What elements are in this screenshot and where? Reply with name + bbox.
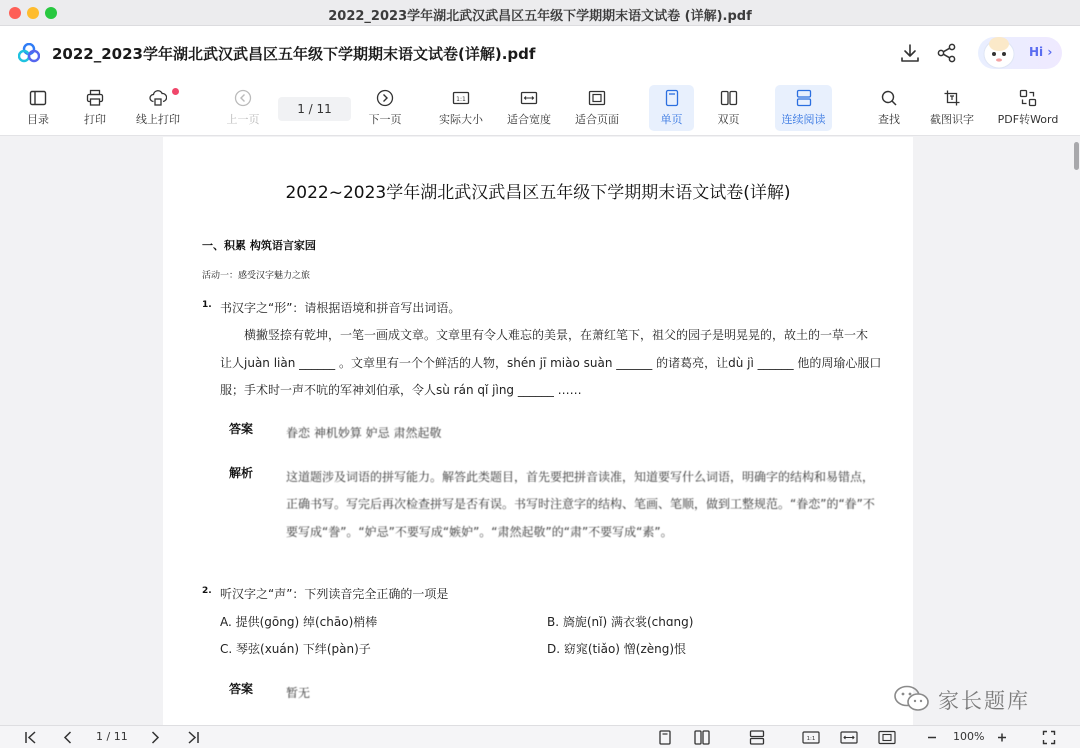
double-page-icon — [720, 89, 738, 107]
q2-prompt: 听汉字之“声”：下列读音完全正确的一项是 — [220, 587, 449, 601]
assistant-avatar-icon — [978, 32, 1020, 72]
app-header — [0, 26, 1080, 80]
download-icon[interactable] — [898, 41, 922, 65]
fit-page-label: 适合页面 — [575, 113, 619, 126]
find-label: 查找 — [878, 113, 900, 126]
single-page-view-icon[interactable] — [658, 730, 672, 745]
q1-analysis-label: 解析 — [229, 466, 254, 480]
fit-width-button[interactable] — [503, 85, 555, 131]
q1-answer: 眷恋 神机妙算 妒忌 肃然起敬 — [286, 426, 442, 440]
toc-button[interactable] — [15, 85, 61, 131]
notification-dot — [172, 88, 179, 95]
zoom-out-icon[interactable] — [926, 730, 938, 745]
crop-text-icon — [943, 89, 961, 107]
assistant-button[interactable] — [978, 37, 1062, 69]
find-button[interactable] — [866, 85, 912, 131]
single-page-button[interactable] — [649, 85, 694, 131]
svg-text:1:1: 1:1 — [456, 96, 466, 103]
q1-passage-line2: 让人juàn liàn ______ 。文章里有一个个鲜活的人物，shén jī miào suàn ______ 的诸葛亮，让dù jì ______ 他的周瑜心服口 — [220, 356, 882, 370]
fit-page-view-icon[interactable] — [878, 730, 896, 745]
actual-size-label: 实际大小 — [439, 113, 483, 126]
q2-number: 2. — [202, 586, 212, 596]
prev-page-button[interactable] — [220, 85, 266, 131]
single-page-icon — [663, 89, 681, 107]
toc-label: 目录 — [27, 113, 49, 126]
status-bar — [0, 725, 1080, 748]
q2-option-b: B. 旖旎(nǐ) 满衣裳(chɑng) — [547, 615, 694, 629]
q2-option-a: A. 提供(gōng) 绰(chāo)梢棒 — [220, 615, 378, 629]
search-icon — [880, 89, 898, 107]
printer-icon — [86, 89, 104, 107]
q1-analysis-line1: 这道题涉及词语的拼写能力。解答此类题目，首先要把拼音读准，知道要写什么词语，明确字的结构和易错点， — [286, 470, 875, 484]
pdf-page-title: 2022~2023学年湖北武汉武昌区五年级下学期期末语文试卷(详解) — [285, 183, 791, 203]
actual-size-view-icon[interactable] — [802, 730, 820, 745]
actual-size-button[interactable] — [434, 85, 488, 131]
single-page-label: 单页 — [660, 113, 683, 126]
fit-page-icon — [588, 89, 606, 107]
q1-prompt: 书汉字之“形”：请根据语境和拼音写出词语。 — [220, 301, 461, 315]
q2-answer-label: 答案 — [229, 682, 254, 696]
q1-passage-line3: 服；手术时一声不吭的军神刘伯承，令人sù rán qǐ jìng ______ …… — [220, 383, 582, 397]
arrow-right-circle-icon — [376, 89, 394, 107]
double-page-button[interactable] — [706, 85, 751, 131]
title-bar — [0, 0, 1080, 26]
double-page-label: 双页 — [717, 113, 740, 126]
continuous-reading-label: 连续阅读 — [781, 113, 826, 126]
fullscreen-icon[interactable] — [1042, 730, 1056, 745]
q2-answer: 暂无 — [286, 686, 311, 700]
prev-page-label: 上一页 — [226, 113, 260, 126]
ocr-button[interactable] — [926, 85, 978, 131]
q2-option-d: D. 窈窕(tiǎo) 憎(zèng)恨 — [547, 642, 687, 656]
last-page-icon[interactable] — [186, 730, 200, 745]
q2-option-c: C. 琴弦(xuán) 下绊(pàn)子 — [220, 642, 371, 656]
fit-page-button[interactable] — [570, 85, 624, 131]
prev-page-icon[interactable] — [62, 730, 74, 745]
arrow-left-circle-icon — [234, 89, 252, 107]
toc-icon — [29, 89, 47, 107]
share-icon[interactable] — [935, 41, 959, 65]
zoom-level[interactable]: 100% — [953, 730, 985, 743]
ocr-label: 截图识字 — [930, 113, 974, 126]
fit-width-label: 适合宽度 — [507, 113, 551, 126]
fit-width-icon — [520, 89, 538, 107]
window-title: 2022_2023学年湖北武汉武昌区五年级下学期期末语文试卷 (详解).pdf — [328, 9, 752, 24]
pdf-page — [163, 137, 913, 725]
online-print-label: 线上打印 — [136, 113, 180, 126]
app-logo-icon — [18, 43, 40, 63]
next-page-label: 下一页 — [368, 113, 402, 126]
double-page-view-icon[interactable] — [694, 730, 710, 745]
activity-heading: 活动一：感受汉字魅力之旅 — [202, 271, 311, 281]
watermark-text: 家长题库 — [938, 689, 1030, 713]
continuous-view-icon[interactable] — [749, 730, 765, 745]
assistant-label: Hi › — [1029, 45, 1053, 59]
document-viewport[interactable] — [0, 137, 1080, 725]
section-heading: 一、积累 构筑语言家园 — [202, 239, 316, 252]
continuous-reading-icon — [795, 89, 813, 107]
first-page-icon[interactable] — [24, 730, 38, 745]
q1-analysis-line3: 要写成“誊”。“妒忌”不要写成“嫉妒”。“肃然起敬”的“肃”不要写成“素”。 — [286, 525, 673, 539]
q1-answer-label: 答案 — [229, 422, 254, 436]
cloud-print-icon — [149, 89, 167, 107]
next-page-button[interactable] — [362, 85, 408, 131]
q1-analysis-line2: 正确书写。写完后再次检查拼写是否有误。书写时注意字的结构、笔画、笔顺，做到工整规范。“眷恋”的“眷”不 — [286, 497, 875, 511]
q1-passage-line1: 横撇竖捺有乾坤，一笔一画成文章。文章里有令人难忘的美景，在萧红笔下，祖父的园子是明晃晃的，故土的一草一木 — [244, 328, 869, 342]
pdf-to-word-label: PDF转Word — [997, 113, 1059, 126]
q1-number: 1. — [202, 300, 212, 310]
status-page-indicator[interactable]: 1 / 11 — [96, 730, 128, 743]
toolbar — [0, 80, 1080, 136]
vertical-scrollbar-thumb[interactable] — [1074, 142, 1079, 170]
svg-text:1:1: 1:1 — [806, 736, 816, 742]
continuous-reading-button[interactable] — [775, 85, 832, 131]
zoom-in-icon[interactable] — [996, 730, 1008, 745]
actual-size-icon — [452, 89, 470, 107]
document-title: 2022_2023学年湖北武汉武昌区五年级下学期期末语文试卷(详解).pdf — [52, 45, 536, 63]
fit-width-view-icon[interactable] — [840, 730, 858, 745]
convert-icon — [1019, 89, 1037, 107]
print-label: 打印 — [84, 113, 106, 126]
page-number-input[interactable]: 1 / 11 — [278, 97, 351, 121]
wechat-icon — [893, 684, 931, 714]
next-page-icon[interactable] — [149, 730, 161, 745]
pdf-to-word-button[interactable] — [994, 85, 1062, 131]
print-button[interactable] — [72, 85, 118, 131]
